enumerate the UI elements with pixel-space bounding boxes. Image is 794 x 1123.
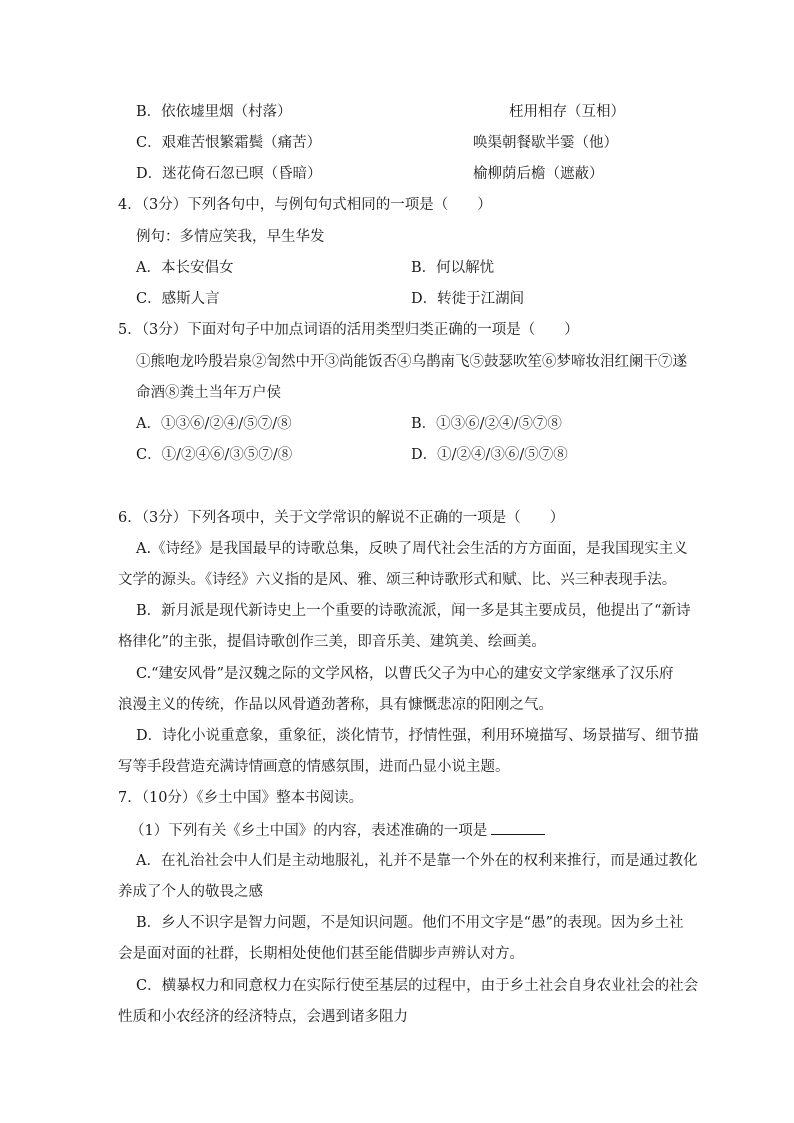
q5-option-b: B．①③⑥/②④/⑤⑦⑧ (411, 416, 562, 432)
q6-option-b-line-2: 格律化”的主张，提倡诗歌创作三美，即音乐美、建筑美、绘画美。 (118, 634, 546, 650)
q5-option-c: C．①/②④⑥/③⑤⑦/⑧ (136, 447, 293, 463)
q6-option-d-line-2: 写等手段营造充满诗情画意的情感氛围，进而凸显小说主题。 (118, 759, 510, 775)
q4-option-b: B．何以解忧 (411, 260, 495, 276)
q4-option-a: A．本长安倡女 (136, 260, 234, 276)
q6-option-c-line-2: 浪漫主义的传统，作品以风骨遒劲著称，具有慷慨悲凉的阳刚之气。 (118, 697, 553, 713)
q7-option-a-line-1: A．在礼治社会中人们是主动地服礼，礼并不是靠一个外在的权利来推行，而是通过教化 (136, 853, 698, 869)
q7-option-c-line-2: 性质和小农经济的经济特点，会遇到诸多阻力 (118, 1009, 408, 1025)
q7-subquestion-1 (130, 820, 545, 841)
q4-option-c: C．感斯人言 (136, 291, 220, 307)
q5-option-a: A．①③⑥/②④/⑤⑦/⑧ (136, 416, 292, 432)
q6-option-a-line-1: A.《诗经》是我国最早的诗歌总集，反映了周代社会生活的方方面面，是我国现实主义 (136, 541, 688, 557)
q3-option-b: B．依依墟里烟（村落） (136, 104, 292, 120)
answer-blank[interactable] (491, 820, 545, 835)
q6-option-c-line-1: C.“建安风骨”是汉魏之际的文学风格，以曹氏父子为中心的建安文学家继承了汉乐府 (136, 666, 674, 682)
q7-option-c-line-1: C．横暴权力和同意权力在实际行使至基层的过程中，由于乡土社会自身农业社会的社会 (136, 978, 699, 994)
q7-option-b-line-2: 会是面对面的社群，长期相处使他们甚至能借脚步声辨认对方。 (118, 946, 524, 962)
q3-option-c-second: 唤渠朝餐歇半霎（他） (473, 135, 618, 151)
q3-option-b-second: 枉用相存（互相） (509, 104, 625, 120)
q3-option-d: D．迷花倚石忽已暝（昏暗） (136, 166, 322, 182)
q6-option-d-line-1: D．诗化小说重意象，重象征，淡化情节，抒情性强，利用环境描写、场景描写、细节描 (136, 728, 699, 744)
q7-option-a-line-2: 养成了个人的敬畏之感 (118, 884, 263, 900)
q5-sentence-line-2: 命酒⑧粪土当年万户侯 (136, 385, 281, 401)
q3-option-c: C．艰难苦恨繁霜鬓（痛苦） (136, 135, 322, 151)
q7-subquestion-1-text: （1）下列有关《乡土中国》的内容，表述准确的一项是 (130, 823, 488, 839)
q7-option-b-line-1: B．乡人不识字是智力问题，不是知识问题。他们不用文字是“愚”的表现。因为乡土社 (136, 915, 684, 931)
q4-example: 例句：多情应笑我，早生华发 (136, 229, 325, 245)
q6-stem: 6．（3分）下列各项中，关于文学常识的解说不正确的一项是（ ） (118, 510, 565, 526)
q5-stem: 5．（3分）下面对句子中加点词语的活用类型归类正确的一项是（ ） (118, 322, 579, 338)
q7-stem: 7．（10分）《乡土中国》整本书阅读。 (118, 790, 364, 806)
q3-option-d-second: 榆柳荫后檐（遮蔽） (473, 166, 604, 182)
q6-option-a-line-2: 文学的源头。《诗经》六义指的是风、雅、颂三种诗歌形式和赋、比、兴三种表现手法。 (118, 572, 677, 588)
q4-stem: 4．（3分）下列各句中，与例句句式相同的一项是（ ） (118, 197, 492, 213)
q5-sentence-line-1: ①熊咆龙吟殷岩泉②訇然中开③尚能饭否④乌鹊南飞⑤鼓瑟吹笙⑥梦啼妆泪红阑干⑦遂 (136, 354, 687, 370)
q5-option-d: D．①/②④/③⑥/⑤⑦⑧ (411, 447, 568, 463)
q4-option-d: D．转徙于江湖间 (411, 291, 525, 307)
q6-option-b-line-1: B．新月派是现代新诗史上一个重要的诗歌流派，闻一多是其主要成员，他提出了“新诗 (136, 603, 691, 619)
